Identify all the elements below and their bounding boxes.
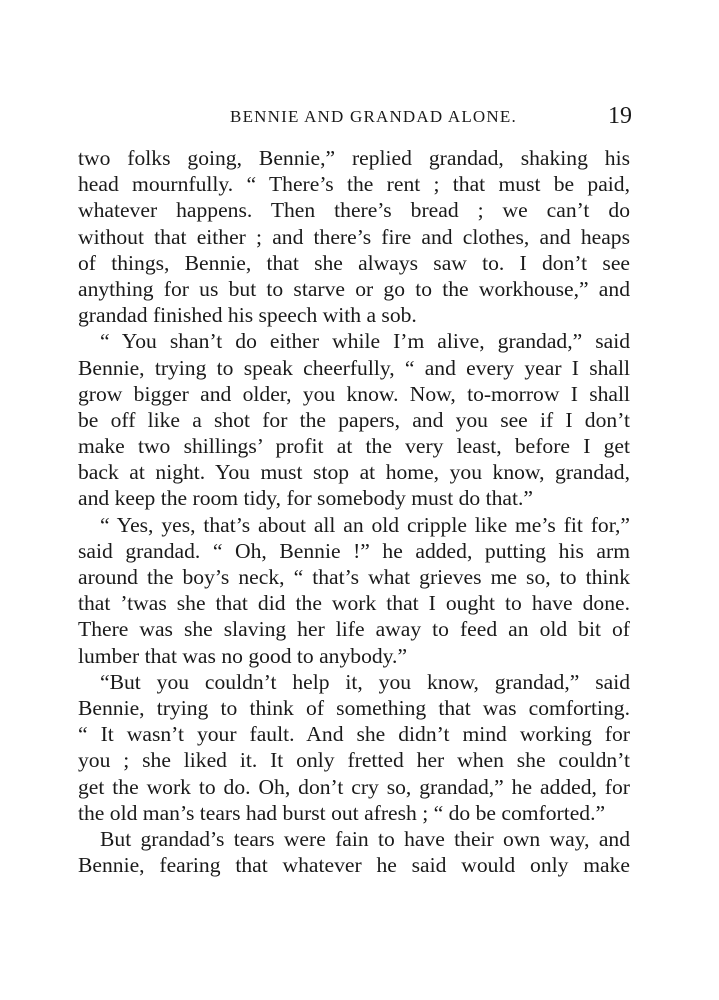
text-line: that ’twas she that did the work that I ought to have done. [78,591,630,616]
text-line: around the boy’s neck, “ that’s what grieves me so, to think [78,565,630,589]
text-line: be off like a shot for the papers, and you see if I don’t [78,407,630,432]
text-line: “ Yes, yes, that’s about all an old cripple like me’s fit for,” [100,512,630,537]
text-line: back at night. You must stop at home, you know, grandad, [78,460,630,485]
text-line: Bennie, fearing that whatever he said would only make [78,853,630,878]
body-text [78,145,630,878]
text-line: without that either ; and there’s fire and clothes, and heaps [78,224,630,249]
text-line: of things, Bennie, that she always saw to. I don’t see [78,250,630,275]
page-number: 19 [608,103,632,129]
text-line: “ You shan’t do either while I’m alive, grandad,” said [100,329,630,354]
text-line: grandad finished his speech with a sob. [78,303,417,328]
text-line: the old man’s tears had burst out afresh ; “ do be comforted.” [78,800,606,825]
text-line: But grandad’s tears were fain to have their own way, and [100,826,630,851]
running-head: BENNIE AND GRANDAD ALONE. [230,107,517,126]
text-line: said grandad. “ Oh, Bennie !” he added, putting his arm [78,538,630,563]
text-line: Bennie, trying to speak cheerfully, “ and every year I shall [78,355,630,380]
text-line: get the work to do. Oh, don’t cry so, grandad,” he added, for [78,774,630,799]
text-line: you ; she liked it. It only fretted her when she couldn’t [78,748,630,773]
text-line: and keep the room tidy, for somebody must do that.” [78,486,533,511]
text-line: Bennie, trying to think of something that was comforting. [78,695,630,720]
text-line: “ It wasn’t your fault. And she didn’t mind working for [78,722,630,747]
text-line: lumber that was no good to anybody.” [78,643,408,668]
text-line: head mournfully. “ There’s the rent ; that must be paid, [78,172,630,197]
text-line: anything for us but to starve or go to the workhouse,” and [78,276,630,301]
page-header [0,103,719,133]
text-line: grow bigger and older, you know. Now, to-morrow I shall [78,381,630,406]
text-line: whatever happens. Then there’s bread ; we can’t do [78,198,630,223]
text-line: “But you couldn’t help it, you know, grandad,” said [100,669,630,694]
text-line: make two shillings’ profit at the very least, before I get [78,434,630,459]
text-line: There was she slaving her life away to feed an old bit of [78,617,630,642]
text-line: two folks going, Bennie,” replied grandad, shaking his [78,146,630,170]
